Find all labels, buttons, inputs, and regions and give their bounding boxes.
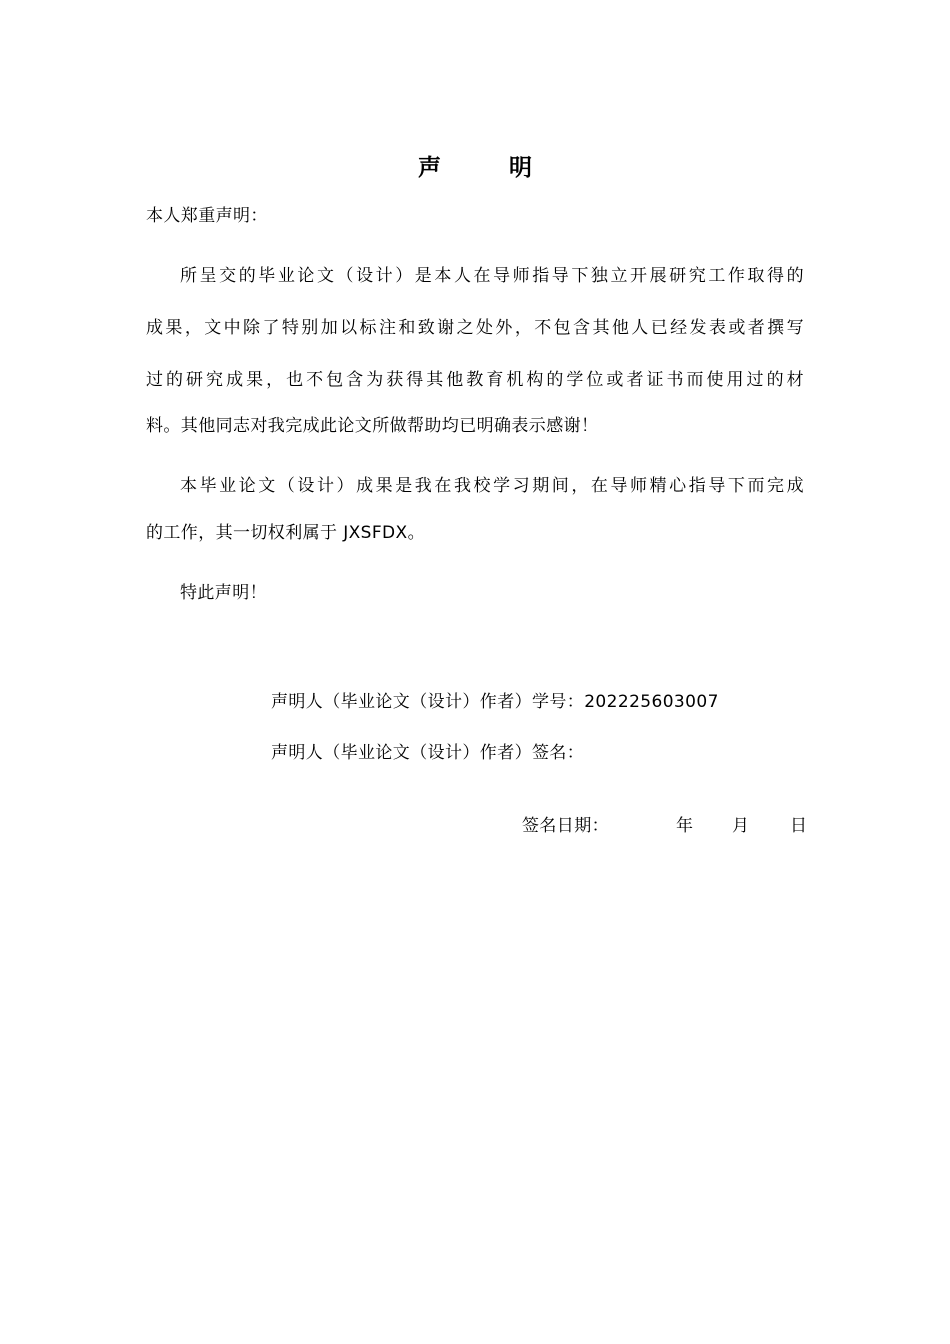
page-title [0,148,950,188]
signature-label: 声明人（毕业论文（设计）作者）签名： [271,743,585,763]
paragraph2-line-2: 的工作，其一切权利属于 JXSFDX。 [146,523,425,543]
date-day: 日 [790,816,808,836]
student-id-value: 202225603007 [584,692,719,712]
date-year: 年 [676,816,694,836]
title-char-2: 明 [509,154,532,181]
date-label: 签名日期： [522,816,609,836]
paragraph1-line-3: 过的研究成果，也不包含为获得其他教育机构的学位或者证书而使用过的材 [146,370,804,390]
paragraph1-line-2: 成果，文中除了特别加以标注和致谢之处外，不包含其他人已经发表或者撰写 [146,318,804,338]
student-id-row [271,690,719,714]
title-char-1: 声 [418,154,441,181]
paragraph1-line-1: 所呈交的毕业论文（设计）是本人在导师指导下独立开展研究工作取得的 [180,266,804,286]
declaration-intro: 本人郑重声明： [146,206,268,226]
closing-statement: 特此声明！ [180,583,267,603]
paragraph1-line-4: 料。其他同志对我完成此论文所做帮助均已明确表示感谢！ [146,416,599,436]
paragraph2-line-1: 本毕业论文（设计）成果是我在我校学习期间，在导师精心指导下而完成 [180,476,804,496]
student-id-label: 声明人（毕业论文（设计）作者）学号： [271,692,585,712]
signature-row [271,741,584,765]
date-month: 月 [732,816,750,836]
